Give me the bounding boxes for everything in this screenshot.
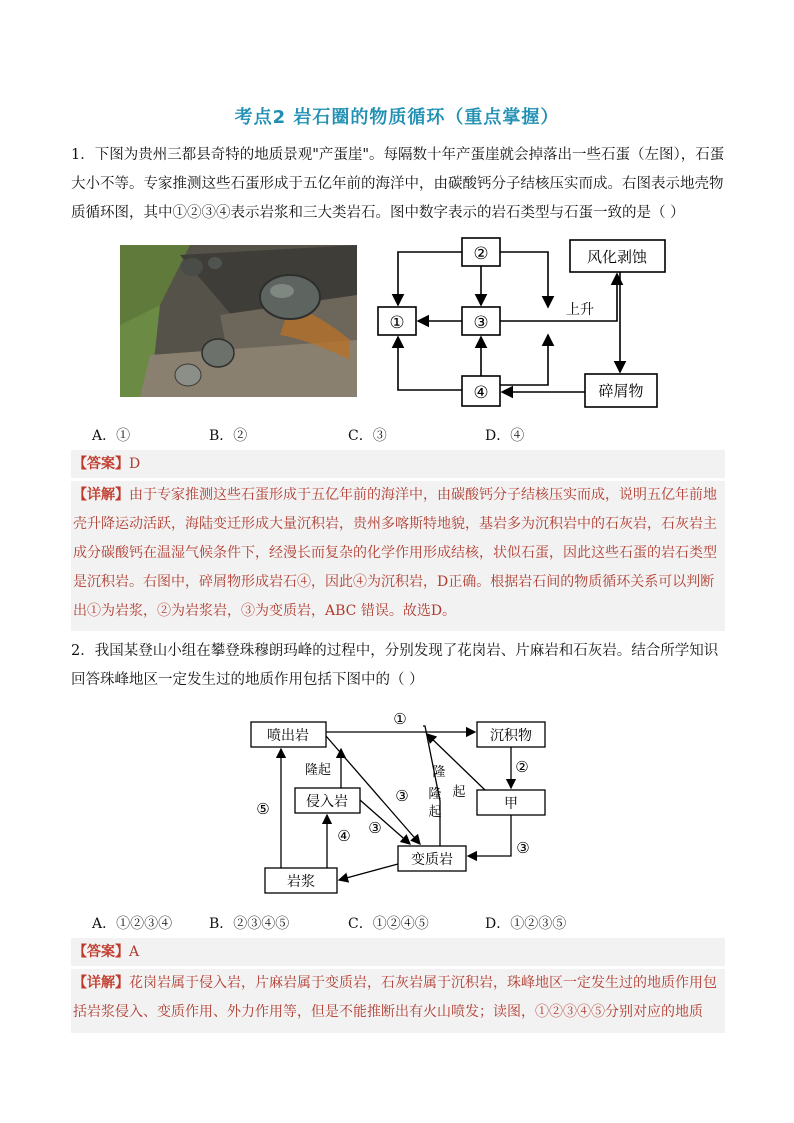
magma-box: 岩浆 <box>287 874 315 890</box>
sediment-box: 沉积物 <box>490 728 532 744</box>
choice-c[interactable]: C．③ <box>348 428 387 444</box>
egg-cliff-photo <box>120 245 357 397</box>
extrusive-box: 喷出岩 <box>267 728 309 744</box>
node-4: ④ <box>473 383 489 403</box>
choice-a[interactable]: A．① <box>92 428 131 444</box>
choice-b[interactable]: B．②③④⑤ <box>209 916 290 932</box>
debris-box: 碎屑物 <box>598 382 644 400</box>
choice-d[interactable]: D．④ <box>485 428 525 444</box>
node-2: ② <box>473 244 489 264</box>
arrow-3-label-b: ③ <box>368 819 382 837</box>
rock-cycle-diagram-1 <box>370 230 680 415</box>
rock-cycle-diagram-2 <box>245 706 565 896</box>
uplift-label-left: 隆起 <box>304 763 332 778</box>
question-1-text: 1．下图为贵州三都县奇特的地质景观"产蛋崖"。每隔数十年产蛋崖就会掉落出一些石蛋（左图），石蛋大小不等。专家推测这些石蛋形成于五亿年前的海洋中，由碳酸钙分子结核压实而成。右图表示地壳物质循环图，其中①②③④表示岩浆和三大类岩石。图中数字表示的岩石类型与石蛋一致的是（ ） <box>71 147 725 221</box>
answer-1: 【答案】D <box>71 450 725 478</box>
arrow-5-label: ⑤ <box>256 800 270 818</box>
detail-1: 【详解】由于专家推测这些石蛋形成于五亿年前的海洋中，由碳酸钙分子结核压实而成，说明五亿年前地壳升降运动活跃，海陆变迁形成大量沉积岩，贵州多喀斯特地貌，基岩多为沉积岩中的石灰岩，石灰岩主成分碳酸钙在温湿气候条件下，经漫长而复杂的化学作用形成结核，状似石蛋，因此这些石蛋的岩石类型是沉积岩。右图中，碎屑物形成岩石④，因此④为沉积岩，D正确。根据岩石间的物质循环关系可以判断出①为岩浆，②为岩浆岩，③为变质岩，ABC 错误。故选D。 <box>71 481 725 631</box>
arrow-1-label: ① <box>393 710 407 728</box>
choice-d[interactable]: D．①②③⑤ <box>485 916 567 932</box>
node-1: ① <box>389 313 405 333</box>
node-3: ③ <box>473 313 489 333</box>
metamorphic-box: 变质岩 <box>411 852 453 868</box>
uplift-v3: 隆 <box>428 787 442 802</box>
jia-box: 甲 <box>504 796 518 812</box>
answer-2: 【答案】A <box>71 938 725 966</box>
intrusive-box: 侵入岩 <box>306 794 348 810</box>
uplift-v4: 起 <box>428 805 442 820</box>
uplift-v1: 隆 <box>432 765 446 780</box>
arrow-4-label: ④ <box>337 827 351 845</box>
uplift-v2: 起 <box>452 785 466 800</box>
choice-c[interactable]: C．①②④⑤ <box>348 916 429 932</box>
choice-b[interactable]: B．② <box>209 428 248 444</box>
arrow-3-label-c: ③ <box>516 839 530 857</box>
uplift-label: 上升 <box>566 302 594 318</box>
choice-a[interactable]: A．①②③④ <box>92 916 173 932</box>
page-title: 考点2 岩石圈的物质循环（重点掌握） <box>234 107 560 128</box>
arrow-3-label-a: ③ <box>395 787 409 805</box>
detail-2: 【详解】花岗岩属于侵入岩，片麻岩属于变质岩，石灰岩属于沉积岩，珠峰地区一定发生过的地质作用包括岩浆侵入、变质作用、外力作用等，但是不能推断出有火山喷发；读图，①②③④⑤分别对应的地质 <box>71 969 725 1033</box>
question-2-text: 2．我国某登山小组在攀登珠穆朗玛峰的过程中，分别发现了花岗岩、片麻岩和石灰岩。结合所学知识回答珠峰地区一定发生过的地质作用包括下图中的（ ） <box>71 643 719 688</box>
arrow-2-label: ② <box>515 758 529 776</box>
weathering-box: 风化剥蚀 <box>586 248 648 266</box>
